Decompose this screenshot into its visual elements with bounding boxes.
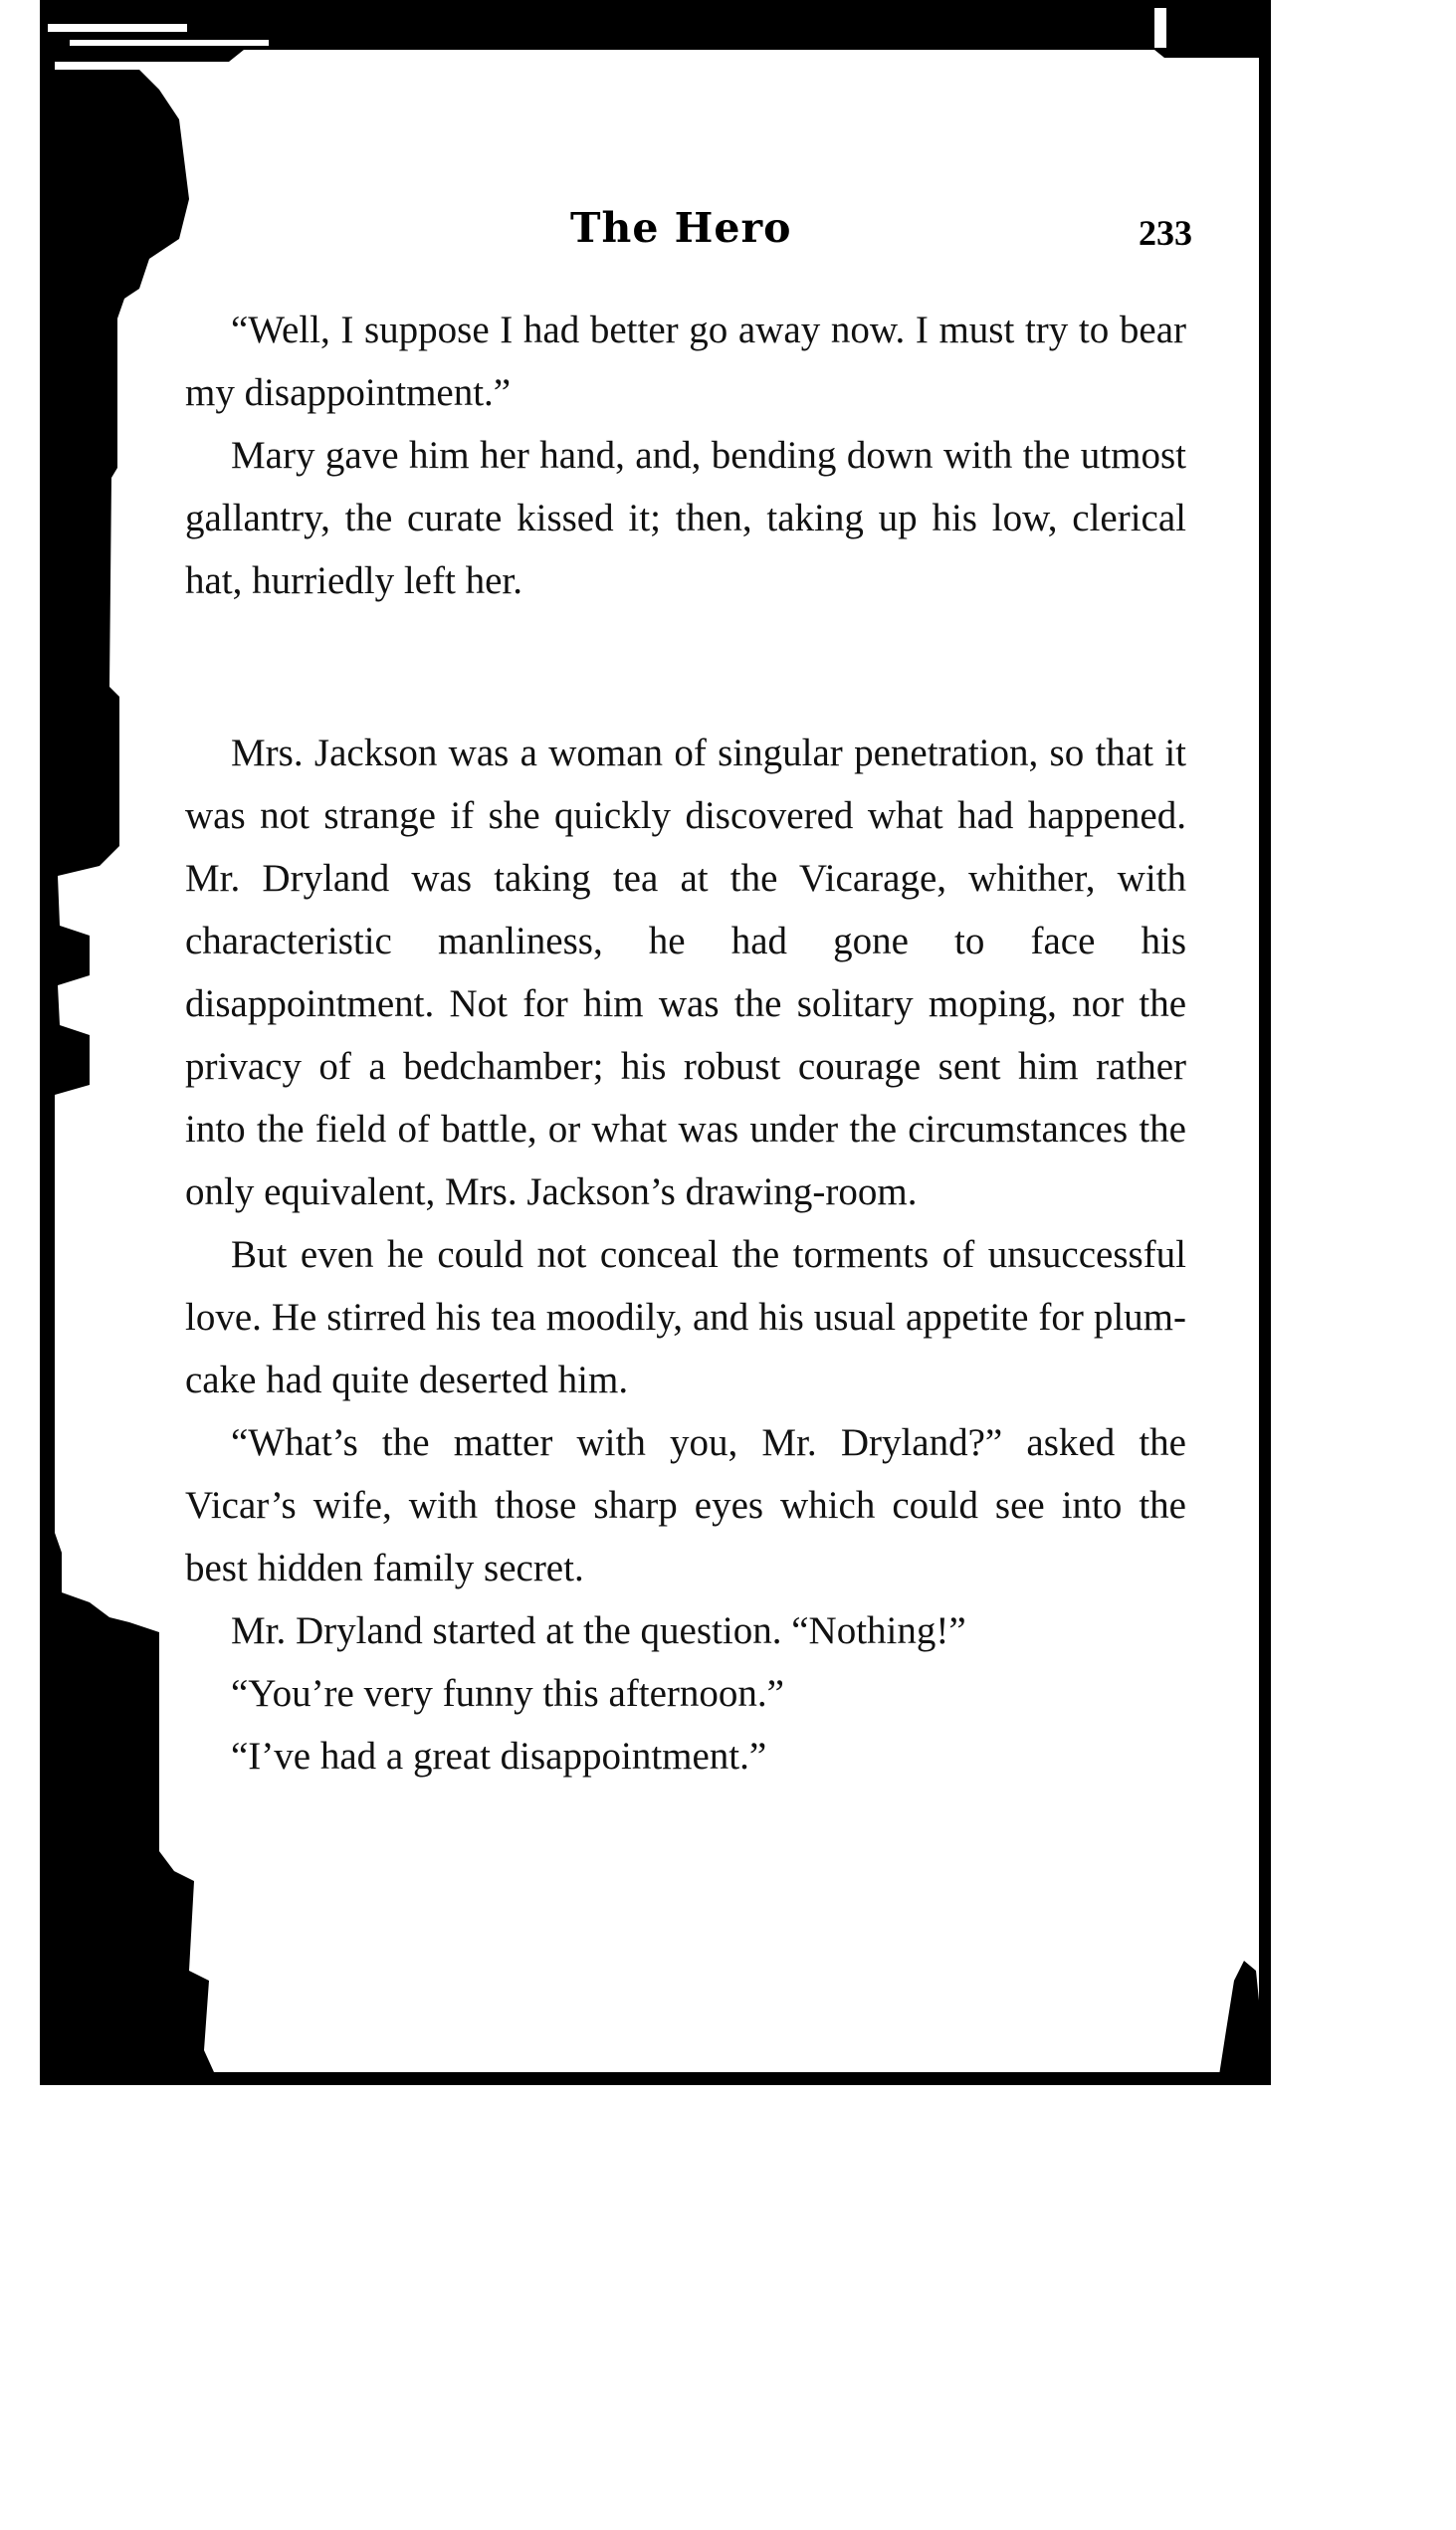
page-header bbox=[187, 204, 1192, 264]
body-text bbox=[185, 299, 1186, 1788]
running-title: The Hero bbox=[570, 204, 792, 252]
paragraph: But even he could not conceal the torments of unsuccessful love. He stirred his tea moodily, and his usual appetite for plum-cake had quite deserted him. bbox=[185, 1233, 1186, 1401]
paragraph: “You’re very funny this afternoon.” bbox=[231, 1672, 784, 1715]
section-break bbox=[185, 612, 1186, 722]
page-number: 233 bbox=[1139, 213, 1192, 253]
paragraph: “I’ve had a great disappointment.” bbox=[231, 1735, 767, 1778]
paragraph: Mary gave him her hand, and, bending down with the utmost gallantry, the curate kissed it; then, taking up his low, clerical hat, hurriedly left her. bbox=[185, 434, 1186, 602]
paragraph: Mrs. Jackson was a woman of singular penetration, so that it was not strange if she quickly discovered what had happened. Mr. Dryland was taking tea at the Vicarage, whither, with characteristic manliness, he had gone to face his disappointment. Not for him was the solitary moping, nor the privacy of a bedchamber; his robust courage sent him rather into the field of battle, or what was under the circumstances the only equivalent, Mrs. Jackson’s drawing-room. bbox=[185, 732, 1186, 1213]
paragraph: Mr. Dryland started at the question. “Nothing!” bbox=[231, 1609, 966, 1652]
paragraph: “Well, I suppose I had better go away now. I must try to bear my disappointment.” bbox=[185, 309, 1186, 414]
paragraph: “What’s the matter with you, Mr. Dryland?” asked the Vicar’s wife, with those sharp eyes which could see into the best hidden family secret. bbox=[185, 1421, 1186, 1589]
